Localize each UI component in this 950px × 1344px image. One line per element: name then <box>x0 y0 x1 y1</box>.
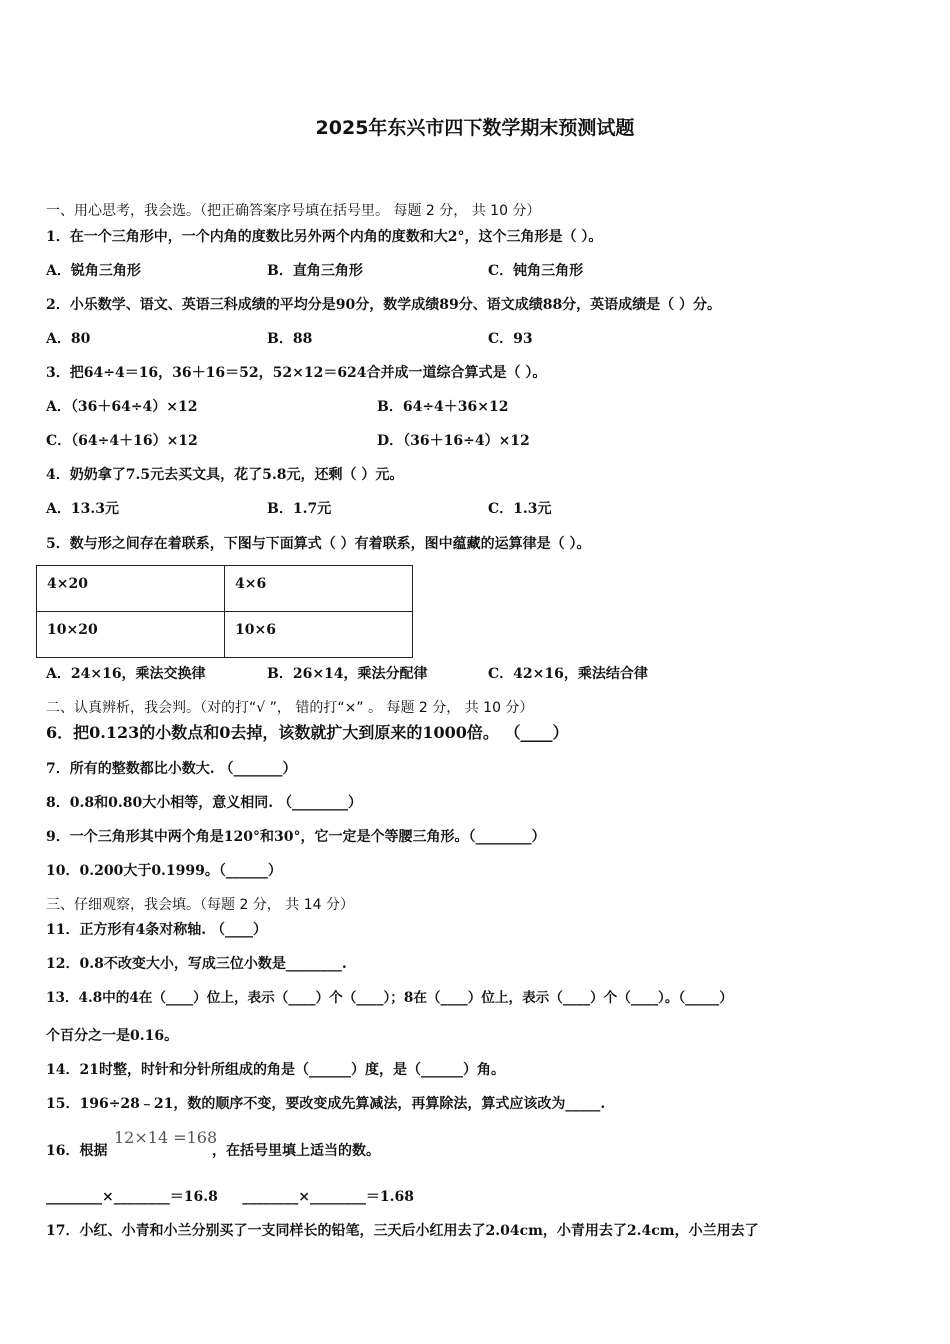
grid-cell: 10×20 <box>37 612 225 658</box>
section-heading-2: 二、认真辨析，我会判。（对的打“√ ”， 错的打“×” 。 每题 2 分， 共 10 分） <box>46 700 534 716</box>
question-3: 3．把64÷4＝16，36＋16＝52，52×12＝624合并成一道综合算式是（ ）。 <box>46 365 547 381</box>
question-10: 10．0.200大于0.1999。（______） <box>46 863 282 879</box>
q5-option-c: C．42×16，乘法结合律 <box>488 666 648 682</box>
question-7: 7．所有的整数都比小数大. （_______） <box>46 761 297 777</box>
question-12: 12．0.8不改变大小，写成三位小数是________. <box>46 956 347 972</box>
q2-option-a: A．80 <box>46 331 91 347</box>
question-15: 15．196÷28﹣21，数的顺序不变，要改变成先算减法，再算除法，算式应该改为_____. <box>46 1096 606 1112</box>
question-16-suffix: ，在括号里填上适当的数。 <box>212 1143 380 1159</box>
q2-option-b: B．88 <box>267 331 313 347</box>
section-heading-3: 三、仔细观察，我会填。（每题 2 分， 共 14 分） <box>46 897 354 913</box>
grid-cell: 4×20 <box>37 566 225 612</box>
question-11: 11．正方形有4条对称轴. （____） <box>46 922 267 938</box>
grid-cell: 4×6 <box>225 566 413 612</box>
q4-option-b: B．1.7元 <box>267 501 332 517</box>
question-16-prefix: 16．根据 <box>46 1143 108 1159</box>
q5-option-b: B．26×14，乘法分配律 <box>267 666 428 682</box>
section-heading-1: 一、用心思考，我会选。（把正确答案序号填在括号里。 每题 2 分， 共 10 分） <box>46 203 541 219</box>
q3-option-b: B．64÷4＋36×12 <box>377 399 509 415</box>
q2-option-c: C．93 <box>488 331 533 347</box>
question-6: 6．把0.123的小数点和0去掉，该数就扩大到原来的1000倍。 （____） <box>46 723 569 742</box>
q16-formula-image: 12×14 =168 <box>114 1128 218 1147</box>
question-4: 4．奶奶拿了7.5元去买文具，花了5.8元，还剩（ ）元。 <box>46 467 404 483</box>
question-5: 5．数与形之间存在着联系，下图与下面算式（ ）有着联系，图中蕴藏的运算律是（ ）。 <box>46 536 591 552</box>
q1-option-b: B．直角三角形 <box>267 263 363 279</box>
q5-option-a: A．24×16，乘法交换律 <box>46 666 206 682</box>
page-title: 2025年东兴市四下数学期末预测试题 <box>315 117 635 139</box>
question-13: 13．4.8中的4在（____）位上，表示（____）个（____）；8在（____）位上，表示（____）个（____）。（_____） <box>46 990 733 1006</box>
question-16-blanks: ________×________＝16.8 ________×________＝1.68 <box>46 1189 415 1205</box>
question-1: 1．在一个三角形中，一个内角的度数比另外两个内角的度数和大2°，这个三角形是（ ）。 <box>46 229 603 245</box>
question-17: 17．小红、小青和小兰分别买了一支同样长的铅笔，三天后小红用去了2.04cm，小青用去了2.4cm，小兰用去了 <box>46 1223 759 1239</box>
question-13-continued: 个百分之一是0.16。 <box>46 1028 179 1044</box>
q3-option-c: C．（64÷4＋16）×12 <box>46 433 198 449</box>
question-14: 14．21时整，时针和分针所组成的角是（______）度，是（______）角。 <box>46 1062 505 1078</box>
q1-option-c: C．钝角三角形 <box>488 263 584 279</box>
q4-option-c: C．1.3元 <box>488 501 552 517</box>
q3-option-d: D．（36＋16÷4）×12 <box>377 433 530 449</box>
question-2: 2．小乐数学、语文、英语三科成绩的平均分是90分，数学成绩89分、语文成绩88分，英语成绩是（ ）分。 <box>46 297 722 313</box>
question-8: 8．0.8和0.80大小相等，意义相同. （________） <box>46 795 362 811</box>
grid-cell: 10×6 <box>225 612 413 658</box>
q3-option-a: A．（36＋64÷4）×12 <box>46 399 198 415</box>
q4-option-a: A．13.3元 <box>46 501 119 517</box>
question-9: 9．一个三角形其中两个角是120°和30°，它一定是个等腰三角形。（________） <box>46 829 546 845</box>
area-grid-table <box>36 565 413 658</box>
q1-option-a: A．锐角三角形 <box>46 263 141 279</box>
